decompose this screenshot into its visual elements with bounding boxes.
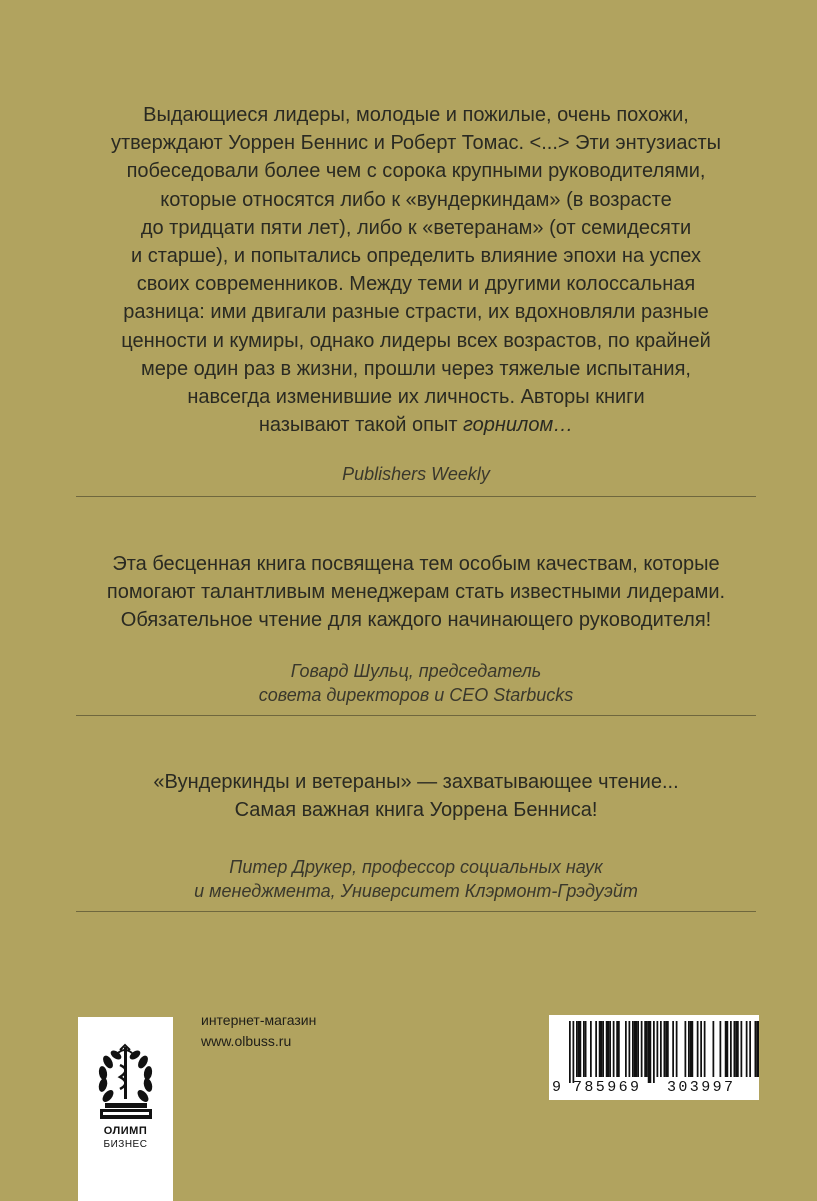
review-1-last-line	[76, 411, 756, 439]
publisher-subname: БИЗНЕС	[103, 1139, 148, 1150]
barcode-bar	[625, 1021, 627, 1077]
barcode-bar	[665, 1021, 667, 1077]
barcode-bar	[735, 1021, 737, 1077]
barcode-bar	[664, 1021, 666, 1077]
barcode-bar	[601, 1021, 603, 1077]
review-1-line: мере один раз в жизни, прошли через тяжелые испытания,	[141, 357, 691, 380]
barcode-bar	[637, 1021, 639, 1077]
divider	[76, 496, 756, 497]
review-1-line: до тридцати пяти лет), либо к «ветеранам» (от семидесяти	[140, 216, 692, 239]
review-1-line: Выдающиеся лидеры, молодые и пожилые, очень похожи,	[143, 104, 689, 126]
barcode-bar	[653, 1021, 655, 1083]
barcode-bar	[704, 1021, 706, 1077]
barcode-bar	[725, 1021, 727, 1077]
review-1-line: разница: ими двигали разные страсти, их вдохновляли разные	[123, 301, 709, 324]
barcode-bar	[737, 1021, 739, 1077]
review-1-line: своих современников. Между теми и другими колоссальная	[136, 273, 696, 296]
review-2-attribution	[76, 659, 756, 707]
barcode-bar	[618, 1021, 620, 1077]
barcode-bar	[646, 1021, 648, 1077]
barcode-bar	[720, 1021, 722, 1077]
barcode-bar	[685, 1021, 687, 1077]
barcode-bar	[690, 1021, 692, 1077]
barcode-bar	[713, 1021, 715, 1077]
barcode-bar	[756, 1021, 758, 1077]
review-2-line: Эта бесценная книга посвящена тем особым качествам, которые	[112, 553, 720, 575]
barcode-bar	[755, 1021, 757, 1077]
barcode-bar	[634, 1021, 636, 1077]
shop-label: интернет-магазин	[201, 1012, 317, 1028]
barcode-bar	[746, 1021, 748, 1077]
barcode-bar	[585, 1021, 587, 1077]
barcode-bar	[580, 1021, 582, 1077]
review-1-line: навсегда изменившие их личность. Авторы книги	[187, 386, 645, 409]
review-1-attribution: Publishers Weekly	[342, 464, 490, 484]
barcode-bar	[613, 1021, 615, 1077]
review-1-line: ценности и кумиры, однако лидеры всех возрастов, по крайней	[121, 329, 711, 352]
barcode-bar	[644, 1021, 646, 1077]
barcode-bar	[730, 1021, 732, 1077]
divider	[76, 715, 756, 716]
isbn-barcode	[549, 1015, 759, 1100]
barcode-bar	[569, 1021, 571, 1083]
publisher-logo	[78, 1017, 173, 1201]
barcode-bar	[676, 1021, 678, 1077]
review-1-line: утверждают Уоррен Беннис и Роберт Томас. <...> Эти энтузиасты	[110, 132, 722, 155]
online-shop	[201, 1010, 316, 1052]
barcode-bar	[692, 1021, 694, 1077]
review-1-emphasis: горнилом…	[463, 414, 574, 437]
barcode-bar	[749, 1021, 751, 1077]
barcode-bar	[629, 1021, 631, 1077]
barcode-bar	[578, 1021, 580, 1077]
barcode-bar	[599, 1021, 601, 1077]
review-3-line: «Вундеркинды и ветераны» — захватывающее чтение...	[153, 771, 679, 793]
shop-url[interactable]: www.olbuss.ru	[201, 1033, 292, 1049]
barcode-bar	[660, 1021, 662, 1077]
barcode-bar	[667, 1021, 669, 1077]
laurel-wreath-icon	[78, 1017, 173, 1125]
review-1-text	[76, 101, 756, 439]
review-1-last-prefix: называют такой опыт	[258, 414, 464, 437]
barcode-bar	[583, 1021, 585, 1077]
divider	[76, 911, 756, 912]
barcode-bar	[602, 1021, 604, 1077]
barcode-bar	[606, 1021, 608, 1077]
barcode-bar	[672, 1021, 674, 1077]
review-3-line: Самая важная книга Уоррена Бенниса!	[234, 799, 598, 822]
barcode-bar	[734, 1021, 736, 1077]
barcode-bar	[688, 1021, 690, 1077]
review-2-line: помогают талантливым менеджерам стать известными лидерами.	[106, 581, 726, 604]
review-3-attribution-line: и менеджмента, Университет Клэрмонт-Грэдуэйт	[194, 881, 638, 901]
barcode-bar	[697, 1021, 699, 1077]
barcode-bar	[650, 1021, 652, 1083]
barcode-bar	[636, 1021, 638, 1077]
barcode-bar	[595, 1021, 597, 1077]
review-2-text	[76, 550, 756, 635]
barcode-bar	[641, 1021, 643, 1077]
review-3-attribution	[76, 855, 756, 903]
publisher-name: ОЛИМП	[103, 1125, 148, 1137]
review-2-attribution-line: совета директоров и CEO Starbucks	[258, 685, 574, 705]
barcode-bar	[648, 1021, 650, 1083]
review-1-line: побеседовали более чем с сорока крупными руководителями,	[126, 160, 706, 183]
review-2-attribution-line: Говард Шульц, председатель	[290, 661, 542, 681]
barcode-bar	[632, 1021, 634, 1077]
barcode-bar	[590, 1021, 592, 1077]
review-3-attribution-line: Питер Друкер, профессор социальных наук	[229, 857, 603, 877]
barcode-bar	[609, 1021, 611, 1077]
barcode-digits-left: 785969	[573, 1079, 642, 1096]
barcode-bar	[727, 1021, 729, 1077]
barcode-digits-right: 303997	[667, 1079, 736, 1096]
barcode-bar	[573, 1021, 575, 1083]
review-1-line: которые относятся либо к «вундеркиндам» (в возрасте	[160, 188, 672, 211]
barcode-digit-first: 9	[552, 1079, 562, 1096]
review-3-text	[76, 768, 756, 824]
review-1-line: и старше), и попытались определить влияние эпохи на успех	[131, 245, 701, 268]
barcode-bar	[576, 1021, 578, 1077]
barcode-bar	[616, 1021, 618, 1077]
barcode-bar	[700, 1021, 702, 1077]
barcode-bar	[758, 1021, 759, 1077]
barcode-bar	[657, 1021, 659, 1077]
review-2-line: Обязательное чтение для каждого начинающего руководителя!	[120, 609, 712, 632]
barcode-bar	[608, 1021, 610, 1077]
barcode-bar	[741, 1021, 743, 1077]
